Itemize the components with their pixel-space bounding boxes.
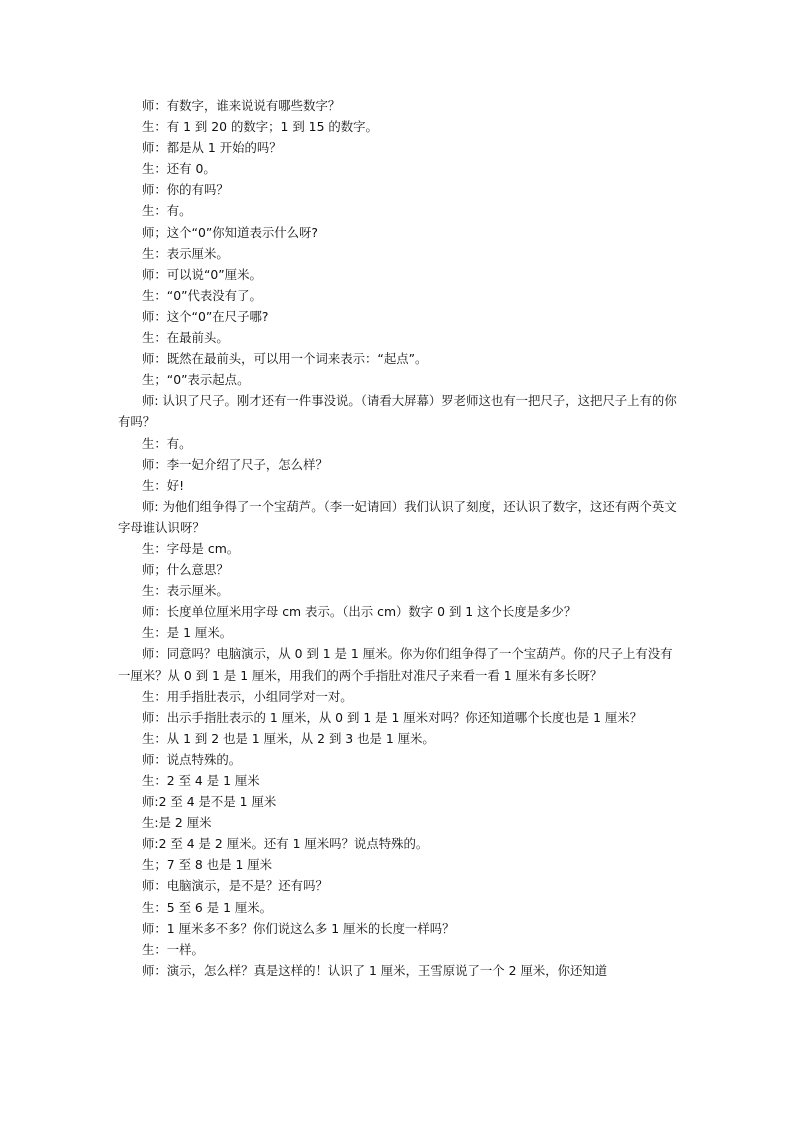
dialogue-line: 师：长度单位厘米用字母 cm 表示。（出示 cm）数字 0 到 1 这个长度是多少？: [142, 604, 577, 620]
dialogue-line: 师；这个“0”你知道表示什么呀?: [142, 224, 318, 240]
dialogue-line: 师: 为他们组争得了一个宝葫芦。（李一妃请回）我们认识了刻度，还认识了数字，这还有两个英文字母谁认识呀？: [118, 498, 677, 535]
dialogue-line: 生：有 1 到 20 的数字；1 到 15 的数字。: [142, 119, 378, 135]
dialogue-line: 师：都是从 1 开始的吗？: [142, 140, 282, 156]
dialogue-line: 生：好!: [142, 477, 185, 493]
dialogue-line: 生：5 至 6 是 1 厘米。: [142, 899, 273, 915]
dialogue-line: 生：有。: [142, 435, 192, 451]
dialogue-line: 师：同意吗？电脑演示，从 0 到 1 是 1 厘米。你为你们组争得了一个宝葫芦。你的尺子上有没有一厘米？从 0 到 1 是 1 厘米，用我们的两个手指肚对准尺子来看一看 1 厘米有多长呀？: [118, 646, 673, 683]
dialogue-line: 生：“0”代表没有了。: [142, 287, 262, 303]
dialogue-line: 生：是 1 厘米。: [142, 625, 233, 641]
dialogue-line: 生:是 2 厘米: [142, 815, 212, 831]
dialogue-line: 师：李一妃介绍了尺子，怎么样？: [142, 456, 328, 472]
dialogue-line: 生：字母是 cm。: [142, 540, 240, 556]
dialogue-line: 生：表示厘米。: [142, 583, 229, 599]
dialogue-line: 师：出示手指肚表示的 1 厘米，从 0 到 1 是 1 厘米对吗？你还知道哪个长度也是 1 厘米？: [142, 709, 643, 725]
dialogue-line: 生：从 1 到 2 也是 1 厘米，从 2 到 3 也是 1 厘米。: [142, 730, 435, 746]
dialogue-line: 生：2 至 4 是 1 厘米: [142, 773, 260, 788]
dialogue-line: 师：这个“0”在尺子哪?: [142, 308, 269, 324]
dialogue-line: 生：有。: [142, 203, 192, 219]
dialogue-line: 生：在最前头。: [142, 330, 229, 346]
dialogue-line: 师:2 至 4 是不是 1 厘米: [142, 794, 277, 810]
dialogue-line: 师:2 至 4 是 2 厘米。还有 1 厘米吗？说点特殊的。: [142, 836, 429, 852]
dialogue-line: 生；7 至 8 也是 1 厘米: [142, 857, 273, 873]
dialogue-line: 师: 认识了尺子。刚才还有一件事没说。（请看大屏幕）罗老师这也有一把尺子，这把尺子上有的你有吗？: [118, 393, 677, 430]
dialogue-line: 师：你的有吗？: [142, 182, 229, 198]
dialogue-line: 生：还有 0。: [142, 161, 216, 177]
dialogue-line: 师：既然在最前头，可以用一个词来表示：“起点”。: [142, 351, 428, 367]
dialogue-line: 师：演示，怎么样？真是这样的！认识了 1 厘米，王雪原说了一个 2 厘米，你还知道: [142, 962, 608, 978]
dialogue-line: 师：电脑演示，是不是？还有吗？: [142, 878, 328, 894]
dialogue-line: 师：1 厘米多不多？你们说这么多 1 厘米的长度一样吗？: [142, 920, 455, 936]
dialogue-line: 生：用手指肚表示，小组同学对一对。: [142, 688, 353, 704]
dialogue-line: 师：说点特殊的。: [142, 751, 242, 767]
dialogue-line: 师：可以说“0”厘米。: [142, 266, 262, 282]
dialogue-transcript: [118, 95, 678, 981]
dialogue-line: 师；什么意思？: [142, 562, 229, 578]
dialogue-line: 师：有数字，谁来说说有哪些数字？: [142, 98, 341, 113]
dialogue-line: 生；“0”表示起点。: [142, 372, 250, 388]
dialogue-line: 生：表示厘米。: [142, 245, 229, 261]
dialogue-line: 生：一样。: [142, 941, 204, 957]
